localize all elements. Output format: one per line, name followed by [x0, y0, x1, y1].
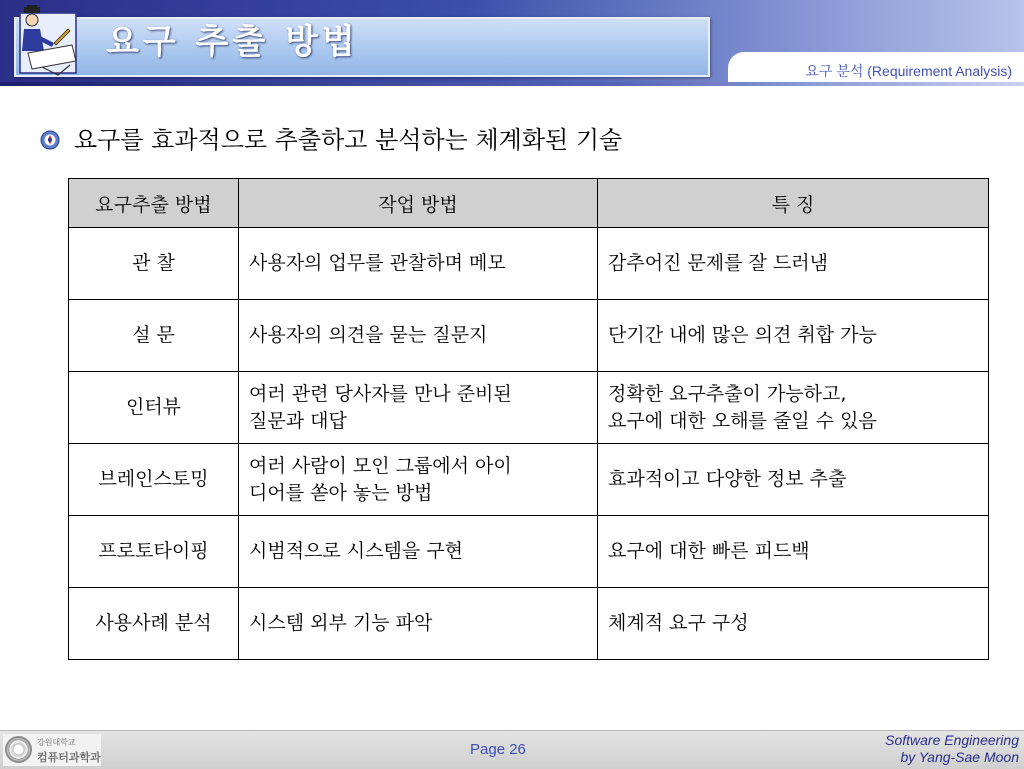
work-line: 디어를 쏟아 놓는 방법 — [249, 481, 433, 504]
table-header-row — [69, 179, 989, 228]
table-row — [69, 516, 989, 588]
work-cell — [239, 444, 598, 516]
credit-line-author: by Yang-Sae Moon — [900, 749, 1019, 765]
feature-line: 체계적 요구 구성 — [608, 612, 749, 634]
work-cell — [239, 516, 598, 588]
feature-cell — [598, 588, 989, 660]
feature-cell — [598, 228, 989, 300]
section-subtitle: 요구 분석 (Requirement Analysis) — [805, 63, 1012, 79]
credit-line-course: Software Engineering — [885, 732, 1019, 748]
method-cell: 설 문 — [69, 300, 239, 372]
subtitle-tab — [728, 52, 1024, 86]
table-row — [69, 372, 989, 444]
table-row — [69, 228, 989, 300]
page-number: Page 26 — [470, 741, 526, 758]
round-bullet-icon — [40, 130, 60, 150]
method-cell: 프로토타이핑 — [69, 516, 239, 588]
work-line: 사용자의 의견을 묻는 질문지 — [249, 324, 488, 346]
logo-department-name: 컴퓨터과학과 — [37, 751, 101, 764]
university-logo — [3, 734, 101, 766]
work-line: 시범적으로 시스템을 구현 — [249, 540, 463, 562]
feature-cell — [598, 516, 989, 588]
feature-line: 요구에 대한 오해를 줄일 수 있음 — [608, 409, 877, 432]
feature-cell — [598, 300, 989, 372]
elicitation-methods-table — [68, 178, 989, 660]
column-header-work: 작업 방법 — [239, 179, 598, 228]
logo-university-name: 강원대학교 — [37, 738, 76, 747]
feature-line: 요구에 대한 빠른 피드백 — [608, 540, 810, 562]
method-cell: 사용사례 분석 — [69, 588, 239, 660]
header-band — [0, 0, 1024, 86]
work-cell — [239, 588, 598, 660]
method-cell: 브레인스토밍 — [69, 444, 239, 516]
slide-title: 요구 추출 방법 — [106, 22, 359, 62]
course-credit — [885, 732, 1019, 766]
feature-line: 정확한 요구추출이 가능하고, — [608, 382, 847, 405]
work-line: 시스템 외부 기능 파악 — [249, 612, 433, 634]
writer-at-desk-icon — [18, 5, 80, 77]
heading-text: 요구를 효과적으로 추출하고 분석하는 체계화된 기술 — [74, 126, 623, 154]
column-header-feature: 특 징 — [598, 179, 989, 228]
table-row — [69, 300, 989, 372]
table-row — [69, 444, 989, 516]
feature-line: 감추어진 문제를 잘 드러냄 — [608, 252, 829, 274]
work-cell — [239, 228, 598, 300]
feature-cell — [598, 372, 989, 444]
column-header-method: 요구추출 방법 — [69, 179, 239, 228]
feature-cell — [598, 444, 989, 516]
work-line: 여러 관련 당사자를 만나 준비된 — [249, 382, 512, 405]
method-cell: 인터뷰 — [69, 372, 239, 444]
work-cell — [239, 300, 598, 372]
method-cell: 관 찰 — [69, 228, 239, 300]
work-cell — [239, 372, 598, 444]
work-line: 질문과 대답 — [249, 409, 347, 432]
feature-line: 효과적이고 다양한 정보 추출 — [608, 468, 847, 490]
work-line: 여러 사람이 모인 그룹에서 아이 — [249, 454, 512, 477]
feature-line: 단기간 내에 많은 의견 취합 가능 — [608, 324, 877, 346]
footer-bar — [0, 730, 1024, 769]
university-seal-icon — [5, 736, 32, 763]
work-line: 사용자의 업무를 관찰하며 메모 — [249, 252, 506, 274]
table-row — [69, 588, 989, 660]
